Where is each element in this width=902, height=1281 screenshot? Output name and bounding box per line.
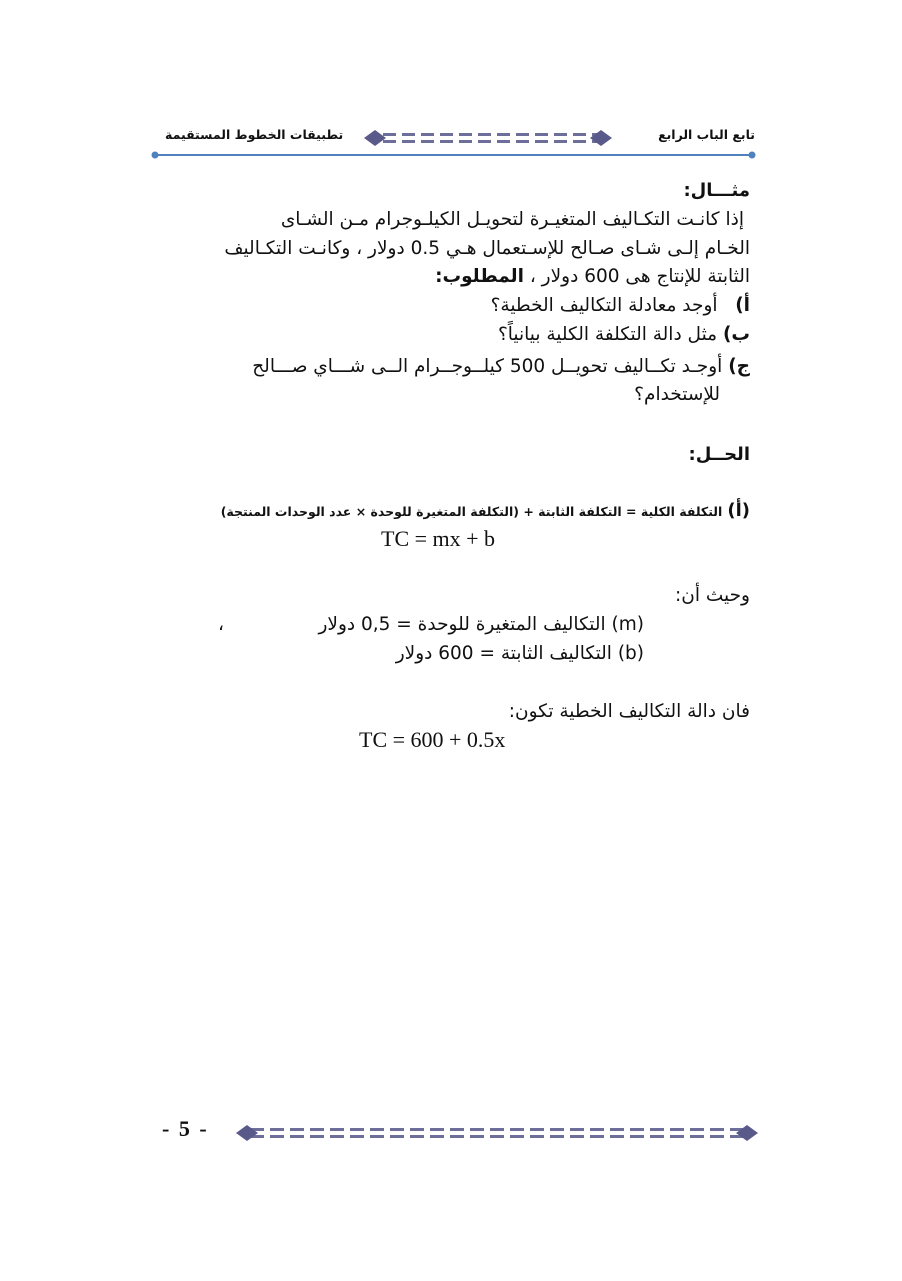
formula-specific: TC = 600 + 0.5x <box>359 727 506 752</box>
where-text: وحيث أن: <box>675 585 750 606</box>
page-number: - 5 - <box>162 1116 209 1141</box>
question-b <box>498 321 750 349</box>
part-a-label: (أ) <box>727 500 750 521</box>
footer-diamond-right <box>736 1125 758 1141</box>
required-label: المطلوب: <box>435 266 524 287</box>
question-a-text: أوجد معادلة التكاليف الخطية؟ <box>490 295 718 316</box>
question-c-continuation: للإستخدام؟ <box>634 384 720 405</box>
example-line-3 <box>435 263 750 291</box>
question-a-letter: أ) <box>735 295 750 316</box>
example-line-3-text: الثابتة للإنتاج هى 600 دولار ، <box>523 266 750 287</box>
linear-function-intro: فان دالة التكاليف الخطية تكون: <box>508 701 750 722</box>
footer-dash-band <box>248 1127 748 1139</box>
variable-cost-comma: ، <box>218 614 224 635</box>
footer-ornament <box>230 1118 766 1148</box>
question-b-text: مثل دالة التكلفة الكلية بيانياً؟ <box>497 324 718 345</box>
part-a-definition <box>221 500 750 521</box>
question-c <box>252 353 750 381</box>
header-rule-dot-left <box>152 152 159 159</box>
solution-heading: الحــل: <box>688 444 750 465</box>
variable-cost-line: (m) التكاليف المتغيرة للوحدة = 0,5 دولار <box>318 614 644 635</box>
example-heading: مثـــال: <box>683 180 750 201</box>
question-a <box>491 292 750 320</box>
footer-diamond-left <box>236 1125 258 1141</box>
part-a-text: التكلفة الكلية = التكلفة الثابتة + (التكلفة المتغيرة للوحدة × عدد الوحدات المنتجة) <box>220 504 723 519</box>
header-section-title: تطبيقات الخطوط المستقيمة <box>165 127 344 142</box>
header-dash-band <box>383 132 605 144</box>
header-diamond-right <box>590 130 612 146</box>
header-diamond-left <box>364 130 386 146</box>
fixed-cost-line: (b) التكاليف الثابتة = 600 دولار <box>395 643 644 664</box>
header-ornament <box>140 120 770 164</box>
example-line-2: الخـام إلـى شـاى صـالح للإسـتعمال هـي 0.5 دولار ، وكانـت التكـاليف <box>224 238 750 259</box>
question-b-letter: ب) <box>722 324 750 345</box>
header-rule-dot-right <box>749 152 756 159</box>
question-c-letter: ج) <box>728 356 750 377</box>
header-chapter-title: تابع الباب الرابع <box>658 127 755 142</box>
formula-general: TC = mx + b <box>381 526 496 551</box>
example-line-1: إذا كانـت التكـاليف المتغيـرة لتحويـل الكيلـوجرام مـن الشـاى <box>280 209 744 230</box>
question-c-text: أوجـد تكــاليف تحويــل 500 كيلــوجــرام الــى شـــاي صـــالح <box>252 356 723 377</box>
